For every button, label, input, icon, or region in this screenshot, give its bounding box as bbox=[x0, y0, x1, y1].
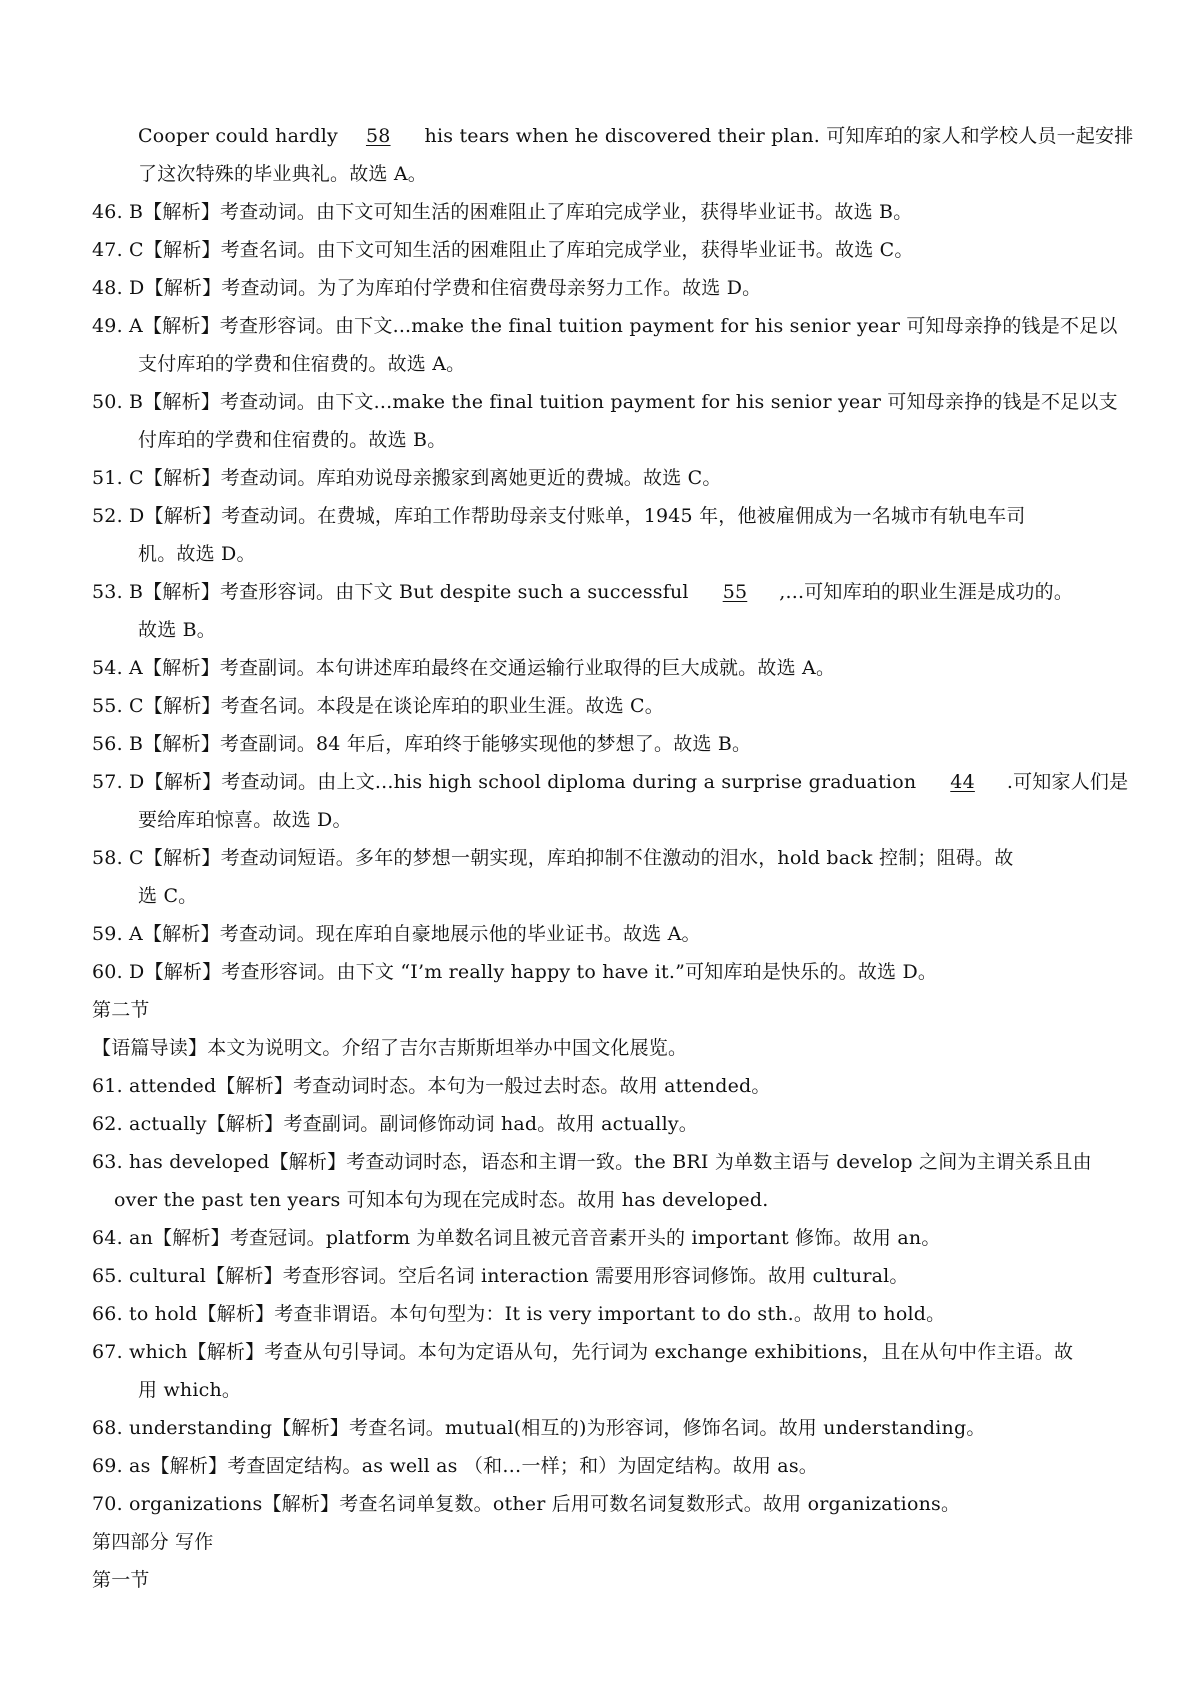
text-line: 选 C。 bbox=[138, 885, 198, 907]
text-line: 63. has developed【解析】考查动词时态，语态和主谓一致。the BRI 为单数主语与 develop 之间为主谓关系且由 bbox=[92, 1151, 1092, 1173]
text-line: 支付库珀的学费和住宿费的。故选 A。 bbox=[138, 353, 466, 375]
text-segment: Cooper could hardly bbox=[138, 125, 338, 147]
text-line: 46. B【解析】考查动词。由下文可知生活的困难阻止了库珀完成学业，获得毕业证书。故选 B。 bbox=[92, 201, 913, 223]
text-line: over the past ten years 可知本句为现在完成时态。故用 has developed. bbox=[114, 1189, 769, 1211]
text-segment: 57. D【解析】考查动词。由上文...his high school diploma during a surprise graduation bbox=[92, 771, 917, 793]
text-line: 59. A【解析】考查动词。现在库珀自豪地展示他的毕业证书。故选 A。 bbox=[92, 923, 701, 945]
text-line: 64. an【解析】考查冠词。platform 为单数名词且被元音音素开头的 important 修饰。故用 an。 bbox=[92, 1227, 941, 1249]
text-segment: 53. B【解析】考查形容词。由下文 But despite such a successful bbox=[92, 581, 689, 603]
text-line: 56. B【解析】考查副词。84 年后，库珀终于能够实现他的梦想了。故选 B。 bbox=[92, 733, 752, 755]
text-line bbox=[92, 770, 1128, 794]
text-line: 58. C【解析】考查动词短语。多年的梦想一朝实现，库珀抑制不住激动的泪水，hold back 控制；阻碍。故 bbox=[92, 847, 1014, 869]
text-line: 用 which。 bbox=[138, 1379, 242, 1401]
text-line: 50. B【解析】考查动词。由下文...make the final tuition payment for his senior year 可知母亲挣的钱是不足以支 bbox=[92, 391, 1118, 413]
text-line bbox=[92, 580, 1073, 604]
section-heading: 第四部分 写作 bbox=[92, 1531, 214, 1553]
answer-blank: 55 bbox=[722, 581, 748, 603]
text-line: 52. D【解析】考查动词。在费城，库珀工作帮助母亲支付账单，1945 年，他被雇佣成为一名城市有轨电车司 bbox=[92, 505, 1026, 527]
text-line: 【语篇导读】本文为说明文。介绍了吉尔吉斯斯坦举办中国文化展览。 bbox=[92, 1037, 688, 1059]
text-line: 49. A【解析】考查形容词。由下文...make the final tuition payment for his senior year 可知母亲挣的钱是不足以 bbox=[92, 315, 1118, 337]
text-segment: his tears when he discovered their plan. 可知库珀的家人和学校人员一起安排 bbox=[424, 125, 1134, 147]
section-heading: 第一节 bbox=[92, 1569, 150, 1591]
answer-blank: 44 bbox=[950, 771, 975, 793]
text-line: 机。故选 D。 bbox=[138, 543, 256, 565]
text-line: 了这次特殊的毕业典礼。故选 A。 bbox=[138, 163, 427, 185]
text-line: 70. organizations【解析】考查名词单复数。other 后用可数名词复数形式。故用 organizations。 bbox=[92, 1493, 961, 1515]
text-line: 51. C【解析】考查动词。库珀劝说母亲搬家到离她更近的费城。故选 C。 bbox=[92, 467, 722, 489]
text-segment: .可知家人们是 bbox=[1006, 771, 1129, 793]
text-line: 68. understanding【解析】考查名词。mutual(相互的)为形容词，修饰名词。故用 understanding。 bbox=[92, 1417, 986, 1439]
text-line: 69. as【解析】考查固定结构。as well as （和…一样；和）为固定结构。故用 as。 bbox=[92, 1455, 818, 1477]
text-line: 65. cultural【解析】考查形容词。空后名词 interaction 需要用形容词修饰。故用 cultural。 bbox=[92, 1265, 909, 1287]
text-line bbox=[138, 124, 1133, 148]
answer-blank: 58 bbox=[365, 125, 391, 147]
text-line: 62. actually【解析】考查副词。副词修饰动词 had。故用 actually。 bbox=[92, 1113, 698, 1135]
section-heading: 第二节 bbox=[92, 999, 150, 1021]
text-segment: ,...可知库珀的职业生涯是成功的。 bbox=[779, 581, 1074, 603]
text-line: 66. to hold【解析】考查非谓语。本句句型为：It is very important to do sth.。故用 to hold。 bbox=[92, 1303, 946, 1325]
text-line: 付库珀的学费和住宿费的。故选 B。 bbox=[138, 429, 447, 451]
text-line: 61. attended【解析】考查动词时态。本句为一般过去时态。故用 attended。 bbox=[92, 1075, 771, 1097]
text-line: 55. C【解析】考查名词。本段是在谈论库珀的职业生涯。故选 C。 bbox=[92, 695, 664, 717]
text-line: 47. C【解析】考查名词。由下文可知生活的困难阻止了库珀完成学业，获得毕业证书。故选 C。 bbox=[92, 239, 914, 261]
text-line: 48. D【解析】考查动词。为了为库珀付学费和住宿费母亲努力工作。故选 D。 bbox=[92, 277, 762, 299]
text-line: 60. D【解析】考查形容词。由下文 “I’m really happy to have it.”可知库珀是快乐的。故选 D。 bbox=[92, 961, 938, 983]
text-line: 要给库珀惊喜。故选 D。 bbox=[138, 809, 352, 831]
text-line: 故选 B。 bbox=[138, 619, 217, 641]
text-line: 54. A【解析】考查副词。本句讲述库珀最终在交通运输行业取得的巨大成就。故选 A。 bbox=[92, 657, 836, 679]
text-line: 67. which【解析】考查从句引导词。本句为定语从句，先行词为 exchange exhibitions，且在从句中作主语。故 bbox=[92, 1341, 1074, 1363]
